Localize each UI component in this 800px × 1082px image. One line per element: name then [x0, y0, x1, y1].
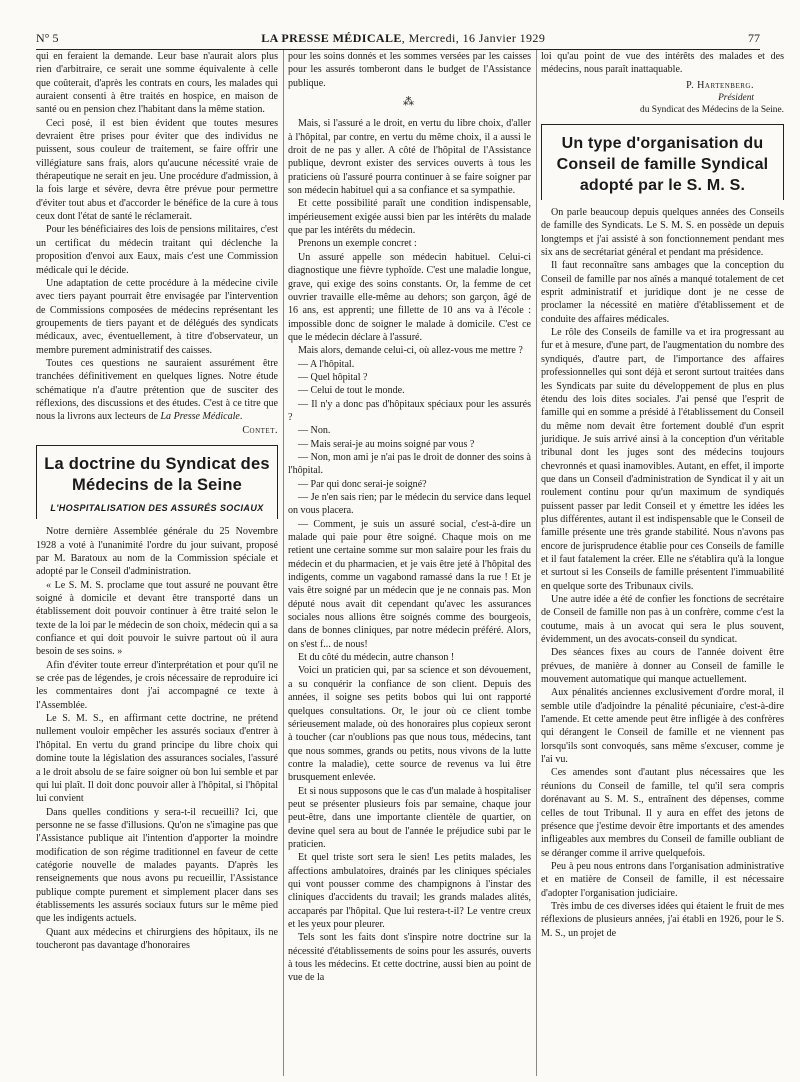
- paragraph: Afin d'éviter toute erreur d'interprétation et pour qu'il ne se crée pas de légendes, je crois nécessaire de reproduire ici les commentaires dont j'ai accompagné ce texte à l'Assemblée.: [36, 659, 278, 711]
- paragraph: Le S. M. S., en affirmant cette doctrine, ne prétend nullement vouloir empêcher les assurés sociaux d'entrer à l'hôpital. En vertu du grand principe du libre choix qui domine toute la législation des assurances sociales, l'assuré a le droit absolu de se faire soigner où bon lui semble et par qui lui plaît. Il doit donc pouvoir aller à l'hôpital, si l'hôpital lui convient: [36, 713, 278, 805]
- article-header: [541, 124, 784, 200]
- signature-name: P. Hartenberg.: [686, 79, 754, 91]
- paragraph: Le rôle des Conseils de famille va et ira progressant au fur et à mesure, d'une part, de l'augmentation du nombre des syndiqués, d'autre part, de l'importance des affaires professionnelles qui sont déjà et seront surtout traitées dans les Syndicats par suite du développement de plus en plus étendu des lois dites sociales. J'ai pensé que l'esprit de famille qui en somme a présidé à l'établissement du Conseil du même nom devait être fortement doublé d'un esprit juridique. Je suis arrivé ainsi à la conception d'un véritable tribunal dont les juges sont des médecins toujours chevronnés et quasi inamovibles. Autant, en effet, il importe que dans un Conseil d'administration de Syndicat il y ait un roulement continu pour qu'un maximum de syndiqués puissent passer par ledit Conseil et y émettre les idées les plus différentes, autant il est indispensable que le Conseil de famille présente une très grande stabilité. Nous n'avons pas encore de jurisprudence établie pour ces Conseils de famille et il faut fatalement la créer. Elle ne s'établira qu'à la longue et surtout si les Conseils de famille présentent l'immuabilité en quelque sorte des Tribunaux civils.: [541, 327, 784, 592]
- signature-block: [541, 79, 784, 116]
- issue-date: , Mercredi, 16 Janvier 1929: [401, 31, 546, 45]
- dialogue-line: — Il n'y a donc pas d'hôpitaux spéciaux pour les assurés ?: [288, 398, 531, 423]
- paragraph: Mais alors, demande celui-ci, où allez-vous me mettre ?: [298, 345, 523, 357]
- page-header: [36, 26, 760, 50]
- dialogue-line: — Comment, je suis un assuré social, c'est-à-dire un malade qui paie pour être soigné. Chaque mois on me retient une certaine somme sur mon salaire pour les frais du médecin et du pharmacien, et je vais être jeté à l'hôpital des indigents, comme un vagabond ramassé dans la rue ! Et je vais être soigné par un médecin que je ne connais pas. Mon député nous avait dit cependant qu'avec les assurances sociales nous allions être soignés comme des bourgeois, dans de bonnes cliniques, par notre médecin préféré. Alors, on s'est f... de nous!: [288, 518, 531, 650]
- journal-name: La Presse Médicale: [160, 411, 240, 423]
- paragraph: « Le S. M. S. proclame que tout assuré ne pouvant être soigné à domicile et devant être transporté dans un établissement doit pouvoir continuer à être traité selon le texte de la loi par le médecin de son choix, médecin qui a sa confiance et qui doit pouvoir le suivre partout où il aura besoin de ses soins. »: [36, 579, 278, 658]
- paragraph: Et cette possibilité paraît une condition indispensable, impérieusement exigée aussi bien par les intérêts du malade que par les intérêts du médecin.: [288, 198, 531, 237]
- masthead: [58, 31, 748, 46]
- issue-number: N° 5: [36, 31, 59, 45]
- paragraph: On parle beaucoup depuis quelques années des Conseils de famille des Syndicats. Le S. M. S. en possède un depuis longtemps et j'ai assisté à son fonctionnement pendant mes six ans de secrétariat général et pendant ma présidence.: [541, 207, 784, 259]
- author-signature: Contet.: [242, 424, 278, 436]
- article-header: [36, 445, 278, 519]
- columns: [36, 50, 784, 1076]
- paragraph: Prenons un exemple concret :: [298, 238, 417, 250]
- dialogue-line: — Quel hôpital ?: [298, 371, 368, 383]
- text-span: .: [239, 411, 243, 423]
- paragraph: Tels sont les faits dont s'inspire notre doctrine sur la nécessité d'établissements de soins pour les assurés, ouverts à tous les médecins. Et cette doctrine, aussi bien au point de vue de la: [288, 932, 531, 984]
- paragraph: Très imbu de ces diverses idées qui étaient le fruit de mes réflexions de plusieurs années, j'ai établi en 1926, pour le S. M. S., un projet de: [541, 900, 784, 939]
- dialogue-line: — Je n'en sais rien; par le médecin du service dans lequel on vous placera.: [288, 492, 531, 517]
- column-2: [283, 50, 531, 1076]
- paragraph: Et du côté du médecin, autre chanson !: [298, 652, 455, 664]
- dialogue-line: — A l'hôpital.: [298, 358, 355, 370]
- paragraph: Il faut reconnaître sans ambages que la conception du Conseil de famille par nos aînés a manqué totalement de cet esprit administratif et juridique dont je ne cesse de proclamer la nécessité en matière d'établissement et de conduite des affaires médicales.: [541, 260, 784, 325]
- page-number: 77: [748, 31, 760, 45]
- paragraph: loi qu'au point de vue des intérêts des malades et des médecins, nous paraît inattaquable.: [541, 51, 784, 76]
- journal-title: LA PRESSE MÉDICALE: [261, 31, 402, 45]
- signature-organization: du Syndicat des Médecins de la Seine.: [640, 105, 784, 116]
- paragraph: Peu à peu nous entrons dans l'organisation administrative et en matière de Conseil de famille, il est nécessaire d'adopter l'organisation judiciaire.: [541, 860, 784, 899]
- paragraph: Une adaptation de cette procédure à la médecine civile avec tiers payant pourrait être envisagée par l'intervention de Commissions composées de médecins représentant les groupements de tiers payant et de délégués des syndicats médicaux, avec, éventuellement, à titre d'observateur, un membre purement administratif des caisses.: [36, 277, 278, 356]
- paragraph: Ceci posé, il est bien évident que toutes mesures devraient être prises pour éviter que des individus ne puissent, sous couleur de traitement, se faire offrir une villégiature sans frais, alors qu'aucune nécessité vraie de thérapeutique ne serait en jeu. Une procédure d'admission, à la fois large et sévère, devra être prévue pour permettre d'éviter tout abus et d'accorder le bénéfice de la cure à tous ceux dont l'état de santé le réclamerait.: [36, 117, 278, 223]
- paragraph: Pour les bénéficiaires des lois de pensions militaires, c'est un certificat du médecin traitant qui déclenche la proposition d'envoi aux Eaux, mais c'est une Commission médicale qui le décide.: [36, 224, 278, 276]
- article-subtitle: L'HOSPITALISATION DES ASSURÉS SOCIAUX: [50, 502, 264, 513]
- paragraph: Notre dernière Assemblée générale du 25 Novembre 1928 a voté à l'unanimité l'ordre du jour suivant, proposé par M. Baratoux au nom de la Commission spéciale et adopté par le Conseil d'administration.: [36, 526, 278, 578]
- paragraph: Aux pénalités anciennes exclusivement d'ordre moral, il semble utile d'adjoindre la pénalité pécuniaire, c'est-à-dire l'amende. Et cette amende peut être infligée à des confrères qui dérangent le Conseil de famille et ne viennent pas lorsqu'ils sont convoqués, sans même s'excuser, comme je l'ai vu.: [541, 687, 784, 766]
- section-separator: ⁂: [403, 96, 416, 109]
- column-3: [536, 50, 784, 1076]
- paragraph: Une autre idée a été de confier les fonctions de secrétaire de Conseil de famille non pas à un confrère, comme c'est la coutume, mais à un avocat qui sera le plus souvent, évidemment, un des avocats-conseil du syndicat.: [541, 594, 784, 646]
- dialogue-line: — Non, mon ami je n'ai pas le droit de donner des soins à l'hôpital.: [288, 451, 531, 477]
- paragraph: Ces amendes sont d'autant plus nécessaires que les réunions du Conseil de famille, tel qu'il sera compris dorénavant au S. M. S., entraînent des dépenses, comme celles de tout Tribunal. Il y aura en effet des jetons de présence que j'estime devoir être importants et des amendes infligeables aux membres du Conseil de famille oubliant de se déranger comme il arrive quelquefois.: [541, 767, 784, 859]
- paragraph: Et quel triste sort sera le sien! Les petits malades, les affections ambulatoires, drainés par les cliniques spéciales qui vont pousser comme des champignons à l'instar des cliniques d'accidents du travail; les grands malades alités, accaparés par l'hôpital. Que lui restera-t-il? Le ventre creux et les yeux pour pleurer.: [288, 852, 531, 930]
- text-span: Toutes ces questions ne sauraient assurément être tranchées définitivement en quelques lignes. Notre étude schématique n'a d'autre prétention que de susciter des réflexions, des discussions et des études. C'est à ce titre que nous la livrons aux lecteurs de: [36, 357, 278, 423]
- paragraph: Des séances fixes au cours de l'année doivent être prévues, de manière à donner au Conseil de famille le mouvement automatique qui manque actuellement.: [541, 647, 784, 686]
- paragraph: Voici un praticien qui, par sa science et son dévouement, a su conquérir la confiance de son client. Depuis des années, il soigne ses petits bobos qui lui ont rapporté quelques consultations. Or, le jour où ce client tombe sérieusement malade, où des honoraires plus copieux seront à toucher (car n'oublions pas que nous tous, médecins, tant que nous sommes, grands ou petits, nous vivons de la lutte contre la maladie), cette source de revenus va lui être brusquement enlevée.: [288, 665, 531, 784]
- paragraph: pour les soins donnés et les sommes versées par les caisses pour les assurés tomberont dans le budget de l'Assistance publique.: [288, 51, 531, 89]
- signature-role: Président: [718, 93, 754, 104]
- paragraph: Mais, si l'assuré a le droit, en vertu du libre choix, d'aller à l'hôpital, par contre, en vertu du même choix, il a aussi le droit de ne pas y aller. A côté de l'hôpital de l'Assistance publique, devront exister des services ouverts à tous les praticiens où l'assuré pourra continuer à se faire soigner par son médecin habituel qui a sa confiance et sa sympathie.: [288, 118, 531, 197]
- column-1: [36, 50, 278, 1076]
- article-title: La doctrine du Syndicat des Médecins de la Seine: [44, 454, 270, 494]
- paragraph: Dans quelles conditions y sera-t-il recueilli? Ici, que personne ne se fasse d'illusions. Qu'on ne s'imagine pas que l'Assistance publique ait l'intention d'apporter la moindre modification de son régime traditionnel en faveur de cette catégorie nouvelle de malades payants. D'après les renseignements que nous avons pu recueillir, l'Assistance publique compte purement et simplement placer dans ses établissements les assurés sociaux futurs sur le même pied que les indigents actuels.: [36, 806, 278, 925]
- dialogue-line: — Mais serai-je au moins soigné par vous ?: [298, 438, 475, 450]
- paragraph: Un assuré appelle son médecin habituel. Celui-ci diagnostique une fièvre typhoïde. C'est une maladie longue, grave, qui exige des soins constants. Or, la femme de cet ouvrier travaille elle-même au dehors; son garçon, âgé de 16 ans, est apprenti; une fillette de 10 ans va à l'école : impossible donc de soigner le malade à domicile. C'est ce que le médecin déclare à l'assuré.: [288, 251, 531, 343]
- article-title: Un type d'organisation du Conseil de famille Syndical adopté par le S. M. S.: [556, 135, 769, 195]
- paragraph: Et si nous supposons que le cas d'un malade à hospitaliser peut se présenter plusieurs fois par semaine, chaque jour peut-être, dans une importante clientèle de quartier, on devine quel sera au bout de l'année le préjudice subi par le praticien.: [288, 785, 531, 850]
- paragraph: qui en feraient la demande. Leur base n'aurait alors plus rien d'arbitraire, ce serait une somme équivalente à celle que coûterait, d'après les contrats en cours, les malades qui auraient consenti à être traités en hospice, en maison de santé ou en pension chez l'habitant dans la même station.: [36, 51, 278, 116]
- dialogue-line: — Non.: [298, 425, 331, 437]
- paragraph: [36, 357, 278, 424]
- paragraph: Quant aux médecins et chirurgiens des hôpitaux, ils ne toucheront pas davantage d'honoraires: [36, 926, 278, 951]
- dialogue-line: — Celui de tout le monde.: [298, 385, 405, 397]
- dialogue-line: — Par qui donc serai-je soigné?: [298, 478, 427, 490]
